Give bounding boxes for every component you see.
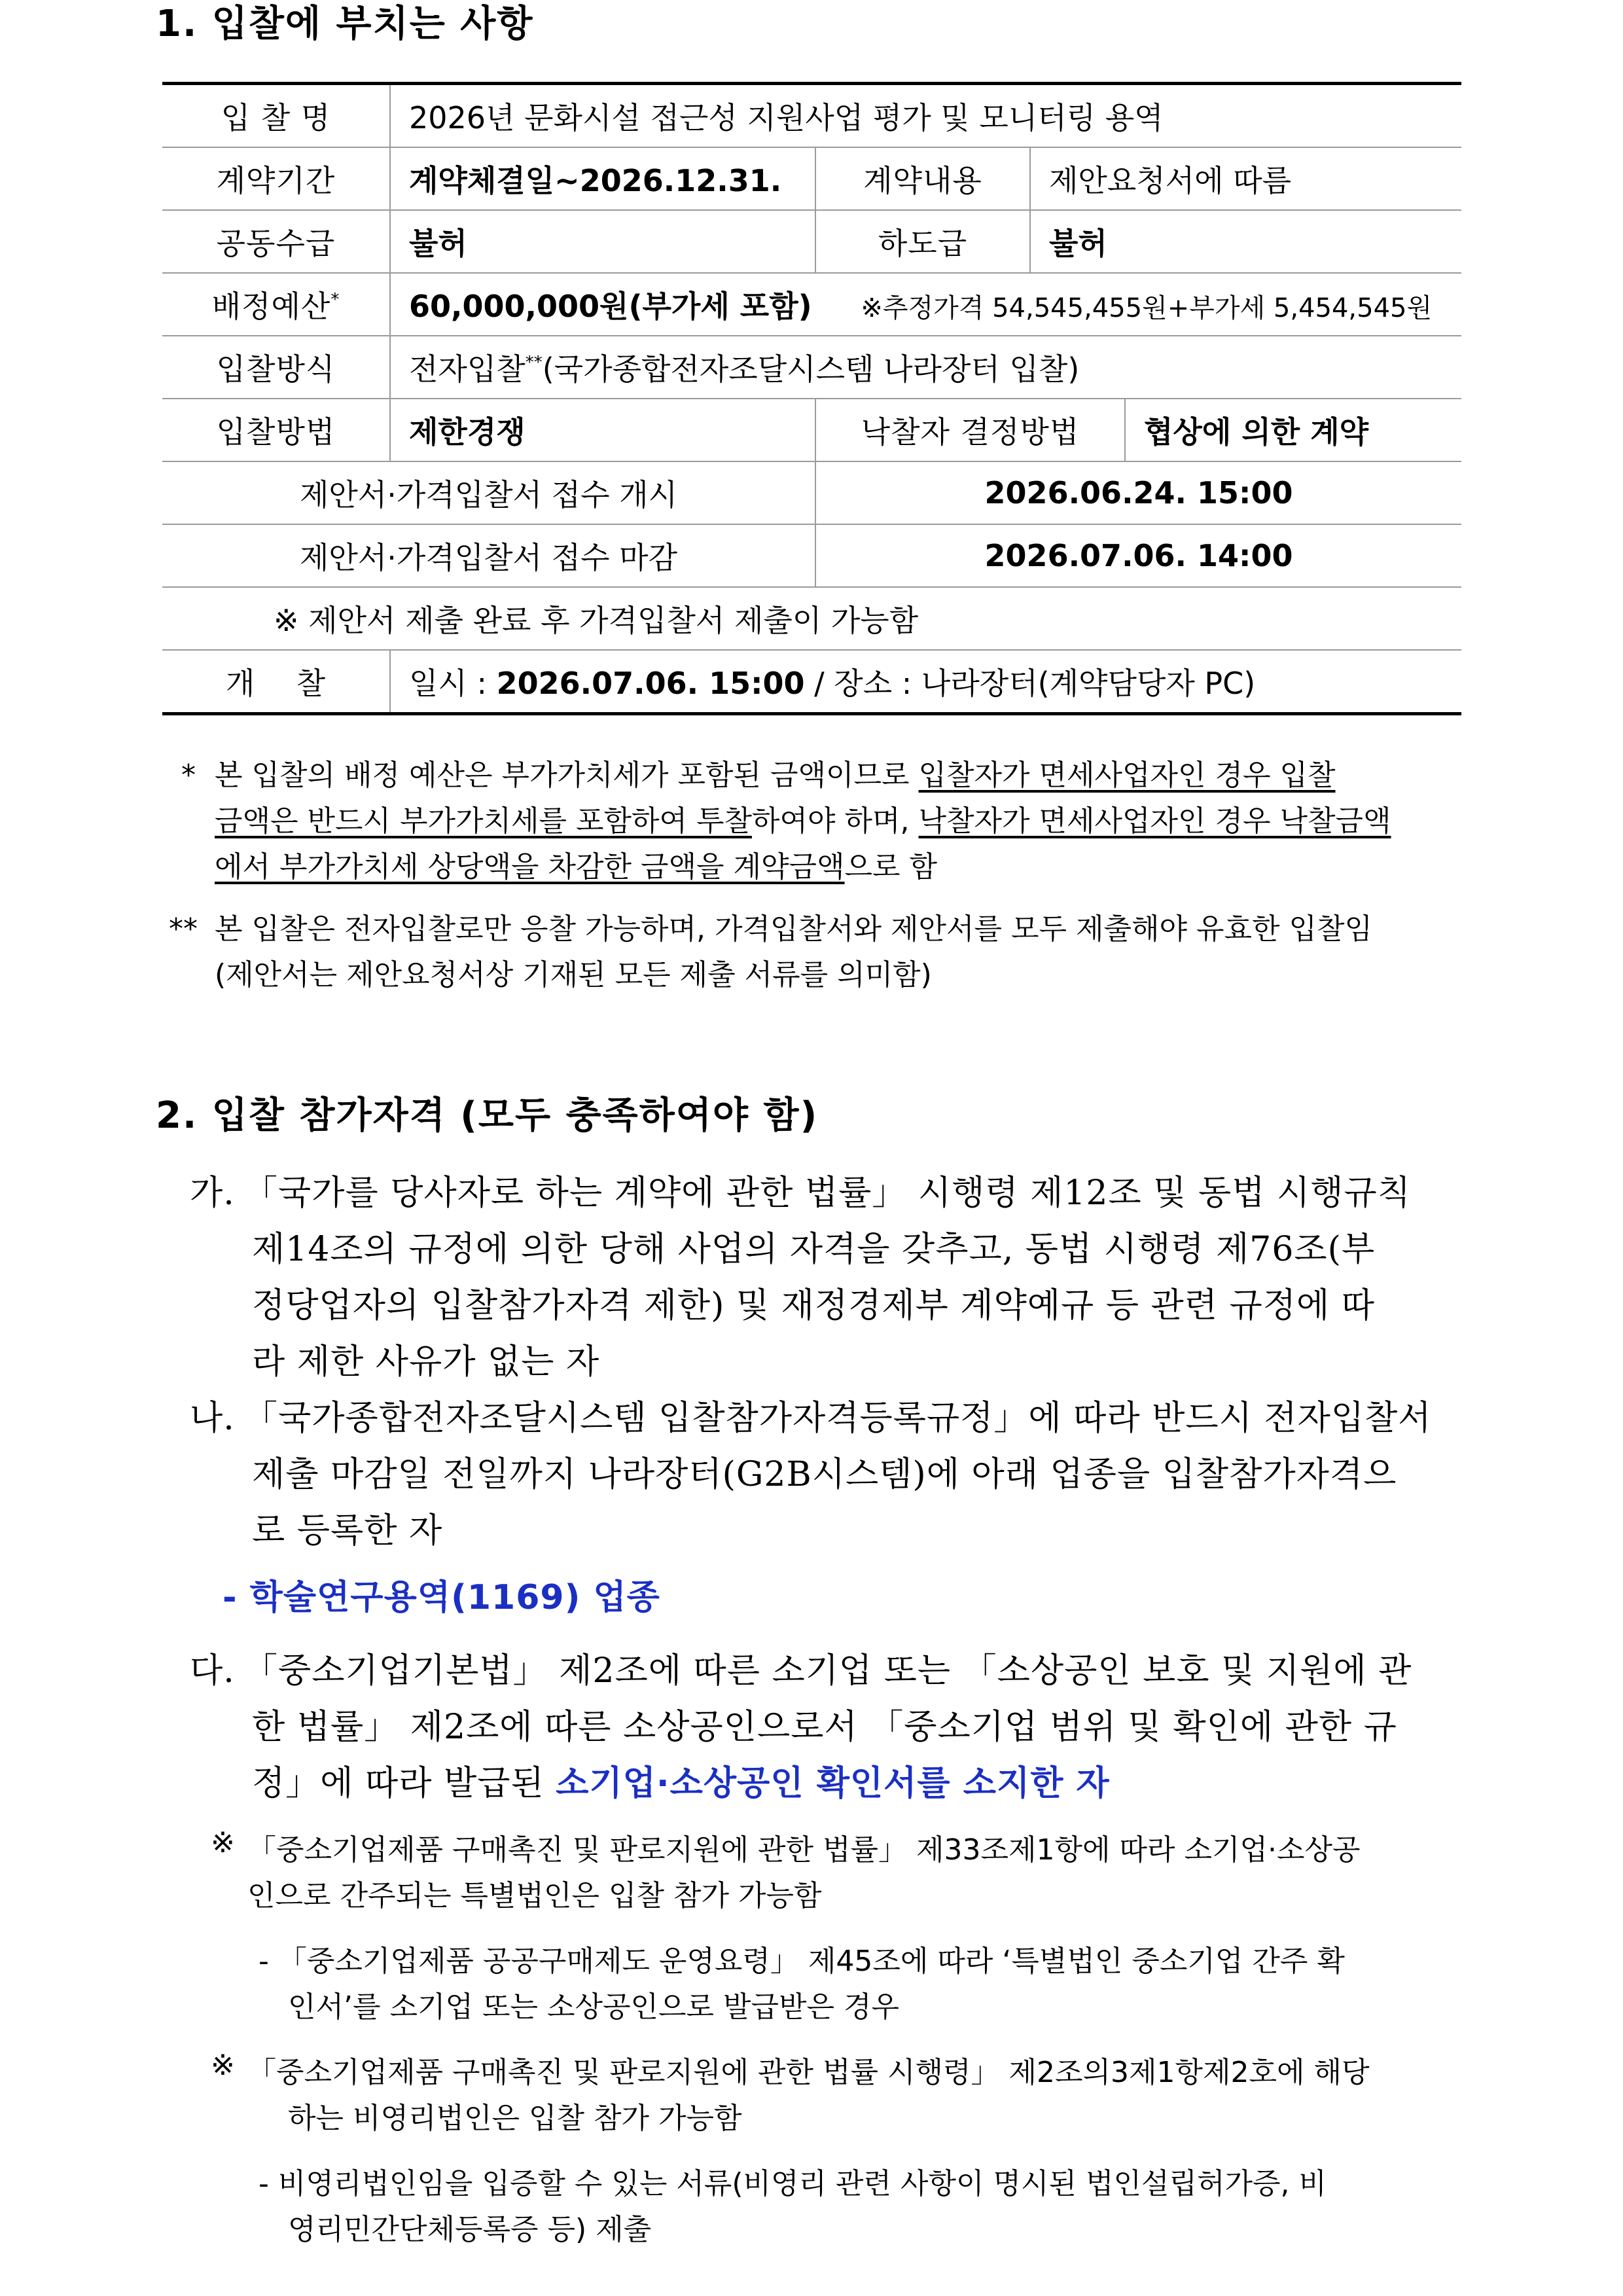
footnote2-line1: 본 입찰은 전자입찰로만 응찰 가능하며, 가격입찰서와 제안서를 모두 제출해야 유효한 입찰임 bbox=[215, 912, 1372, 946]
opening-place: / 장소 : 나라장터(계약담당자 PC) bbox=[804, 666, 1256, 701]
ga-line3: 정당업자의 입찰참가자격 제한) 및 재정경제부 계약예규 등 관련 규정에 따 bbox=[252, 1286, 1376, 1325]
footnote1-underlined: 에서 부가가치세 상당액을 차감한 금액을 계약금액 bbox=[215, 850, 845, 884]
required-business-category: - 학술연구용역(1169) 업종 bbox=[223, 1578, 660, 1617]
note1-line1: 「중소기업제품 구매촉진 및 판로지원에 관한 법률」 제33조제1항에 따라 소기업·소상공 bbox=[247, 1833, 1361, 1867]
bid-method-value bbox=[390, 336, 1461, 399]
table-row bbox=[162, 587, 1461, 650]
submission-notice: ※ 제안서 제출 완료 후 가격입찰서 제출이 가능함 bbox=[162, 587, 1461, 650]
contract-period-label: 계약기간 bbox=[162, 147, 390, 210]
budget-value-cell bbox=[390, 273, 1461, 336]
footnote-mark: * bbox=[181, 759, 196, 792]
item-marker: 나. bbox=[190, 1399, 235, 1438]
bid-name-label: 입 찰 명 bbox=[162, 84, 390, 148]
da-line1: 「중소기업기본법」 제2조에 따른 소기업 또는 「소상공인 보호 및 지원에 관 bbox=[243, 1651, 1412, 1691]
footnote1-underlined: 입찰자가 면세사업자인 경우 입찰 bbox=[918, 759, 1336, 792]
table-row bbox=[162, 524, 1461, 587]
note1-sub2: 인서’를 소기업 또는 소상공인으로 발급받은 경우 bbox=[288, 1990, 899, 2024]
opening-value bbox=[390, 650, 1461, 714]
da-line3 bbox=[252, 1755, 1110, 1804]
budget-estimate-note: ※추정가격 54,545,455원+부가세 5,454,545원 bbox=[861, 293, 1433, 323]
na-line2: 제출 마감일 전일까지 나라장터(G2B시스템)에 아래 업종을 입찰참가자격으 bbox=[252, 1455, 1397, 1494]
table-row bbox=[162, 461, 1461, 524]
opening-prefix: 일시 : bbox=[409, 666, 497, 701]
bid-way-value: 제한경쟁 bbox=[390, 399, 815, 461]
table-row bbox=[162, 273, 1461, 336]
bid-way-label: 입찰방법 bbox=[162, 399, 390, 461]
contract-period-value: 계약체결일~2026.12.31. bbox=[390, 147, 815, 210]
item-marker: 다. bbox=[190, 1651, 235, 1691]
bid-name-value: 2026년 문화시설 접근성 지원사업 평가 및 모니터링 용역 bbox=[390, 84, 1461, 148]
footnote1-underlined: 금액은 반드시 부가가치세를 포함하여 투찰 bbox=[215, 804, 753, 838]
budget-label bbox=[162, 273, 390, 336]
na-line3: 로 등록한 자 bbox=[252, 1511, 443, 1551]
budget-label-text: 배정예산 bbox=[211, 289, 331, 324]
note2-sub2: 영리민간단체등록증 등) 제출 bbox=[288, 2213, 652, 2246]
footnote1-line3 bbox=[215, 844, 937, 890]
subcontract-value: 불허 bbox=[1030, 210, 1461, 273]
item-marker: 가. bbox=[190, 1174, 235, 1213]
note2-line1: 「중소기업제품 구매촉진 및 판로지원에 관한 법률 시행령」 제2조의3제1항제2호에 해당 bbox=[247, 2056, 1370, 2089]
da-line2: 한 법률」 제2조에 따른 소상공인으로서 「중소기업 범위 및 확인에 관한 규 bbox=[252, 1708, 1397, 1747]
receipt-close-label: 제안서·가격입찰서 접수 마감 bbox=[162, 524, 815, 587]
footnote-mark: ** bbox=[169, 912, 198, 946]
footnote1-text: 본 입찰의 배정 예산은 부가가치세가 포함된 금액이므로 bbox=[215, 759, 919, 792]
footnote1-text: 하여야 하며, bbox=[752, 804, 919, 838]
budget-footnote-mark: * bbox=[330, 290, 340, 310]
footnote1-text: 으로 함 bbox=[844, 850, 938, 884]
reference-mark: ※ bbox=[211, 2049, 235, 2082]
opening-datetime: 2026.07.06. 15:00 bbox=[496, 666, 805, 701]
da-line3-text: 정」에 따라 발급된 bbox=[252, 1764, 556, 1803]
table-row bbox=[162, 399, 1461, 461]
footnote1-underlined: 낙찰자가 면세사업자인 경우 낙찰금액 bbox=[918, 804, 1391, 838]
footnote1-line1 bbox=[215, 753, 1336, 798]
table-row bbox=[162, 336, 1461, 399]
receipt-open-label: 제안서·가격입찰서 접수 개시 bbox=[162, 461, 815, 524]
note1-sub1: - 「중소기업제품 공공구매제도 운영요령」 제45조에 따라 ‘특별법인 중소기업 간주 확 bbox=[259, 1945, 1345, 1978]
subcontract-label: 하도급 bbox=[815, 210, 1030, 273]
ga-line1: 「국가를 당사자로 하는 계약에 관한 법률」 시행령 제12조 및 동법 시행규칙 bbox=[243, 1174, 1411, 1213]
note1-line2: 인으로 간주되는 특별법인은 입찰 참가 가능함 bbox=[247, 1879, 822, 1912]
bid-method-label: 입찰방식 bbox=[162, 336, 390, 399]
decision-method-label: 낙찰자 결정방법 bbox=[815, 399, 1125, 461]
ga-line4: 라 제한 사유가 없는 자 bbox=[252, 1342, 600, 1382]
budget-value: 60,000,000원(부가세 포함) bbox=[409, 289, 812, 324]
note2-line2: 하는 비영리법인은 입찰 참가 가능함 bbox=[288, 2102, 742, 2135]
joint-supply-value: 불허 bbox=[390, 210, 815, 273]
contract-content-label: 계약내용 bbox=[815, 147, 1030, 210]
bid-method-detail: (국가종합전자조달시스템 나라장터 입찰) bbox=[542, 351, 1080, 387]
contract-content-value: 제안요청서에 따름 bbox=[1030, 147, 1461, 210]
bid-method-footnote-mark: ** bbox=[525, 353, 543, 372]
table-row bbox=[162, 147, 1461, 210]
na-line1: 「국가종합전자조달시스템 입찰참가자격등록규정」에 따라 반드시 전자입찰서 bbox=[243, 1399, 1432, 1438]
receipt-close-value: 2026.07.06. 14:00 bbox=[815, 524, 1461, 587]
bid-info-table bbox=[162, 82, 1461, 715]
note2-sub1: - 비영리법인임을 입증할 수 있는 서류(비영리 관련 사항이 명시된 법인설립허가증, 비 bbox=[259, 2167, 1327, 2200]
opening-label: 개 찰 bbox=[162, 650, 390, 714]
table-row bbox=[162, 650, 1461, 714]
receipt-open-value: 2026.06.24. 15:00 bbox=[815, 461, 1461, 524]
table-row bbox=[162, 210, 1461, 273]
ga-line2: 제14조의 규정에 의한 당해 사업의 자격을 갖추고, 동법 시행령 제76조(부 bbox=[252, 1230, 1376, 1269]
small-business-certificate-requirement: 소기업·소상공인 확인서를 소지한 자 bbox=[556, 1764, 1110, 1803]
section1-title: 1. 입찰에 부치는 사항 bbox=[156, 3, 534, 45]
footnote1-line2 bbox=[215, 798, 1391, 844]
joint-supply-label: 공동수급 bbox=[162, 210, 390, 273]
reference-mark: ※ bbox=[211, 1826, 235, 1859]
decision-method-value: 협상에 의한 계약 bbox=[1125, 399, 1461, 461]
footnote2-line2: (제안서는 제안요청서상 기재된 모든 제출 서류를 의미함) bbox=[215, 958, 932, 992]
bid-method-main: 전자입찰 bbox=[409, 351, 526, 387]
section2-title: 2. 입찰 참가자격 (모두 충족하여야 함) bbox=[156, 1094, 819, 1137]
table-row bbox=[162, 84, 1461, 148]
